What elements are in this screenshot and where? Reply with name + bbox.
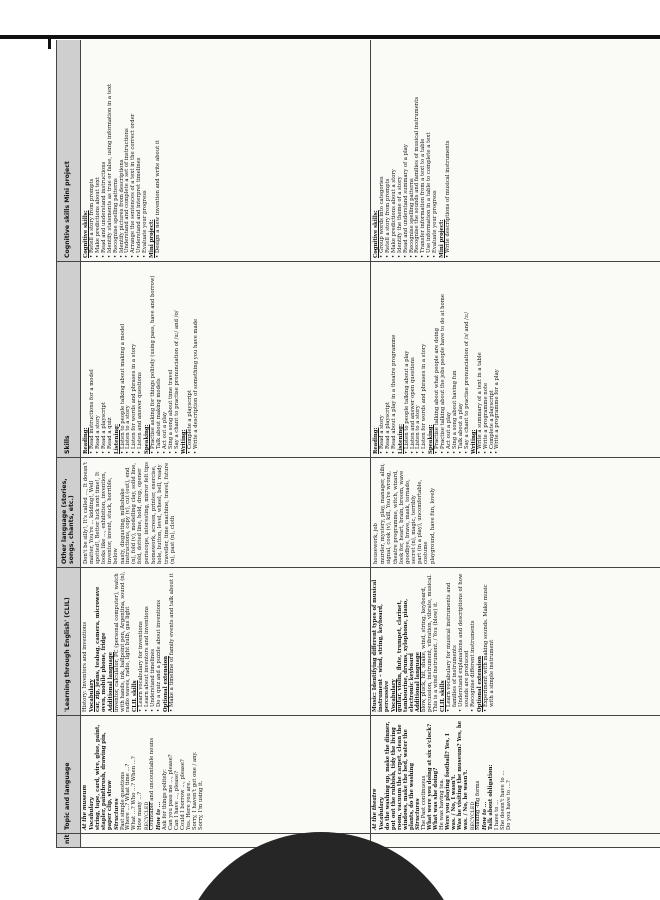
skill-item: • Practise asking for things politely (using pass, have and borrow)	[151, 265, 157, 454]
other-language-text: nasty, disgusting, milkshake instructions, copy (v), cut (out), end (n), fold (v), modelling clay, solid line, fold, dotted line, hold, drop, opener	[119, 462, 144, 564]
cognitive-item: • Read and understand summary of a play	[404, 43, 410, 258]
cognitive-item: • Identify the theme of a story	[398, 43, 404, 258]
clil-skill-item: • Do a quiz and a puzzle about inventions	[157, 571, 163, 712]
additional-language-text: inventor, calculator, PC (personal computer), watch with hands, ink, ballpoint pen, Argentina, sound (n), radio waves, radio, light bulb, gas light	[113, 571, 132, 712]
vocab-label: Vocabulary	[88, 797, 95, 830]
other-language-cell	[81, 458, 371, 568]
cognitive-item: • Retell a story from prompts	[386, 43, 392, 258]
skill-item: • Act out a play	[163, 265, 169, 454]
top-rule-stub	[48, 39, 51, 49]
vocab-text: car, zip, jeans, teabag, camera, microwave oven, mobile phone, fridge	[94, 586, 107, 712]
reading-label: Reading:	[373, 427, 379, 454]
listening-label: Listening:	[397, 424, 404, 454]
cognitive-item: • Make predictions about text	[96, 43, 102, 258]
skill-item: • Read a story	[380, 265, 386, 454]
skill-item: • Say a chant to practise pronunciation of /ɜ/ and /ɜ:/	[465, 265, 471, 454]
cognitive-item: • Understand and complete a set of instructions	[125, 43, 131, 258]
phrase-line: Sorry, I'm using it.	[197, 780, 204, 830]
mini-project-item: • Write descriptions of musical instruments	[446, 43, 452, 258]
vocab-label: Vocabulary	[88, 679, 95, 712]
vocab-label: Vocabulary	[378, 797, 385, 830]
writing-label: Writing:	[180, 429, 187, 454]
listening-label: Listening:	[113, 424, 120, 454]
phrase-line: Yes. Here you are.	[185, 780, 192, 830]
unit-cell	[371, 834, 660, 848]
cognitive-cell	[81, 40, 371, 262]
skill-item: • Practise talking about what people are doing	[435, 265, 441, 454]
reading-label: Reading:	[83, 427, 89, 454]
skill-item: • Read a story	[96, 265, 102, 454]
structures-label: Structures	[415, 798, 422, 830]
skill-item: • Read about a play in a theatre programme	[392, 265, 398, 454]
speaking-label: Speaking:	[428, 424, 435, 454]
clil-cell	[371, 568, 660, 716]
additional-language-label: Additional language	[107, 651, 114, 712]
cognitive-item: • Read and understand instructions	[102, 43, 108, 258]
cognitive-label: Cognitive skills:	[373, 210, 379, 258]
structure-line: Was he visiting the museum? Yes, he was. / No, he wasn't.	[456, 720, 469, 830]
topic-title: At the theatre	[372, 788, 378, 830]
howto-label: How to ...	[156, 801, 163, 830]
other-language-text: theatre programme, witch, wizard, look for, heart, brain, broom, wave goodbye, brave, mask, tornado, secret (n), magic, terribly	[392, 470, 417, 564]
other-language-text: playground, have fun, lovely	[430, 487, 437, 564]
optional-extension-label: Optional extension	[162, 655, 169, 712]
table-row	[371, 40, 660, 848]
skill-item: • Sing a song about having fun	[453, 265, 459, 454]
cognitive-item: • Identify pictures from descriptions	[120, 43, 126, 258]
structure-line: The Past continuous	[421, 775, 428, 830]
header-topic: Topic and language	[57, 716, 81, 834]
structure-line: Where ...? What time ...?	[125, 763, 132, 830]
skill-item: • Act out a play	[447, 265, 453, 454]
recycled-text: Countable and uncountable nouns	[149, 737, 156, 830]
skill-item: • Complete a playscript	[188, 265, 194, 454]
skill-item: • Write a summary of a text in a table	[478, 265, 484, 454]
cognitive-item: • Evaluate your progress	[433, 43, 439, 258]
skill-item: • Listen and answer questions	[138, 265, 144, 454]
phrase-line: She doesn't have to ...	[499, 770, 506, 830]
header-row	[57, 40, 81, 848]
cognitive-item: • Evaluate your progress	[143, 43, 149, 258]
cognitive-item: • Transfer information from a text to a table	[421, 43, 427, 258]
clil-skill-item: • Understand timelines	[151, 571, 157, 712]
skill-item: • Listen to a story	[126, 265, 132, 454]
cognitive-cell	[371, 40, 660, 262]
other-language-text: periscope, interesting, mirror felt tips	[144, 462, 151, 564]
scanned-syllabus-page	[56, 40, 660, 848]
recycled-text: Making -ing forms	[474, 780, 481, 830]
syllabus-table	[56, 40, 660, 848]
rotated-table-wrapper	[56, 40, 660, 848]
skill-item: • Read a playscript	[386, 265, 392, 454]
structure-line: He was having tea.	[439, 778, 446, 830]
header-unit: nit	[57, 834, 81, 848]
cognitive-item: • Use information in a table to complete a text	[427, 43, 433, 258]
clil-skill-item: • Learn vocabulary for musical instruments and families of instruments	[447, 571, 459, 712]
topic-title: At the museum	[82, 784, 88, 830]
structure-line: How many ...?	[137, 791, 144, 830]
skill-item: • Talk about making models	[157, 265, 163, 454]
vocab-text: string, tape, card, wire, glue, paint, stapler, paintbrush, drawing pin, paper clip, straw	[94, 724, 113, 830]
skill-item: • Sing a song about time travel	[169, 265, 175, 454]
cognitive-item: • Identify statements as true or false, using information in a text	[108, 43, 114, 258]
cognitive-label: Cognitive skills:	[83, 210, 89, 258]
clil-skills-label: CLIL skills	[440, 680, 447, 712]
cognitive-item: • Make predictions about a story	[392, 43, 398, 258]
other-language-text: traveller, time machine, travel, future (n), past (n), cloth	[163, 462, 176, 564]
other-language-cell	[371, 458, 660, 568]
skill-item: • Talk about a play	[459, 265, 465, 454]
mini-project-item: • Design a new invention and write about it	[156, 43, 162, 258]
howto-text: Ask for things politely:	[162, 769, 169, 830]
optional-extension-text: • Make a timeline of family events and talk about it	[170, 571, 176, 712]
other-language-text: Don't be silly!, It's called ..., It doesn't matter, You're ... kidding!, Well spotted!, Better luck next time!, It looks like ..., exhibition, invention, inventor, invent, stuck, horrible, below	[83, 461, 119, 564]
structure-line: What were you doing at six o'clock? What was she doing?	[427, 723, 440, 830]
skill-item: • Write a programme for a play	[495, 265, 501, 454]
additional-language-text: blow, pluck, hit, shake, wind, string, keyboard, percussion, instrument, vibration, vibrate, musical. This is a wind instrument. / You (blow) it.	[421, 574, 440, 712]
writing-label: Writing:	[470, 429, 477, 454]
clil-cell	[81, 568, 371, 716]
topic-cell	[371, 716, 660, 834]
clil-skill-item: • Recognise different instruments	[471, 571, 477, 712]
structures-label: Structures	[113, 798, 120, 830]
howto-text: Talk about obligation:	[487, 764, 494, 830]
phrase-line: I have to ...	[493, 799, 500, 830]
skill-item: • Read a quiz	[108, 265, 114, 454]
cognitive-item: • Recognise spelling patterns	[410, 43, 416, 258]
skill-item: • Listen for words and phrases in a story	[132, 265, 138, 454]
skill-item: • Listen to people talking about making a model	[121, 265, 127, 454]
skills-cell	[81, 262, 371, 458]
vocab-label: Vocabulary	[390, 679, 397, 712]
top-border	[0, 0, 660, 44]
header-other-language: Other language (stories, songs, chants, etc.)	[57, 458, 81, 568]
other-language-text: homework, screen, printer, exercise, hole, button, level, wheel, bell, ready	[151, 464, 164, 564]
skill-item: • Write a description of something you have made	[194, 265, 200, 454]
structure-line: What ...? Who ...? When ...?	[131, 756, 138, 830]
skill-item: • Read instructions for a model	[90, 265, 96, 454]
mini-project-label: Mini project:	[439, 219, 446, 258]
skill-item: • Read a playscript	[102, 265, 108, 454]
optional-extension-label: Optional extension	[476, 655, 483, 712]
skill-item: • Say a chant to practise pronunciation of /u:/ and /ʊ/	[175, 265, 181, 454]
skill-item: • Listen and answer open questions	[411, 265, 417, 454]
vocab-text: do the washing up, make the dinner, put out the rubbish, tidy the living room, vacuum the carpet, clean the windows, make the bed, water the plants, do the washing	[384, 721, 415, 830]
skill-item: • Practise talking about the jobs people have to do at home	[441, 265, 447, 454]
recycled-label: RECYCLED	[145, 801, 151, 830]
cognitive-item: • Group words into categories	[380, 43, 386, 258]
header-cognitive: Cognitive skills Mini project	[57, 40, 81, 262]
other-language-text: housework, job	[373, 523, 379, 564]
other-language-text: murder, mystery, play, manager, alibi, signal, cook (v), kill, You're wrong,	[379, 463, 392, 564]
mini-project-label: Mini project:	[149, 219, 156, 258]
clil-skill-item: • Understand explanations and descriptions of how sounds are produced	[459, 571, 471, 712]
cognitive-item: • Understand and interpret timelines	[137, 43, 143, 258]
speaking-label: Speaking:	[144, 424, 151, 454]
clil-skill-item: • Learn about inventors and inventions	[145, 571, 151, 712]
additional-language-label: Additional language	[415, 651, 422, 712]
skills-cell	[371, 262, 660, 458]
cognitive-item: • Arrange the sentences of a text in the correct order	[131, 43, 137, 258]
skill-item: • Listen to people talking about a play	[405, 265, 411, 454]
phrase-line: Sorry, I haven't got one / any.	[191, 751, 198, 830]
table-row	[81, 40, 371, 848]
phrase-line: Can I have ..., please?	[174, 771, 181, 830]
clil-skills-label: CLIL skills	[132, 680, 139, 712]
skill-item: • Listen to a story	[416, 265, 422, 454]
howto-label: How to ...	[481, 801, 488, 830]
clil-skill-item: • Learn vocabulary for inventions	[139, 571, 145, 712]
vocab-text: guitar, violin, flute, trumpet, clarinet, tambourine, drums, xylophone, piano, electronic keyboard	[396, 598, 415, 712]
structure-line: Past simple questions	[119, 771, 126, 830]
skill-item: • Complete a playscript	[490, 265, 496, 454]
header-clil: 'Learning through English' (CLIL)	[57, 568, 81, 716]
recycled-label: RECYCLED	[470, 801, 476, 830]
clil-intro: History: Inventors and inventions	[82, 621, 88, 712]
cognitive-item: • Retell a story from prompts	[90, 43, 96, 258]
header-skills: Skills	[57, 262, 81, 458]
cognitive-item: • Recognise spelling patterns	[114, 43, 120, 258]
phrase-line: Could I borrow ..., please?	[179, 759, 186, 830]
top-rule	[0, 35, 660, 39]
phrase-line: Do you have to ...?	[505, 780, 512, 830]
structure-line: Were you playing football? Yes, I was. / No, I wasn't.	[445, 733, 457, 830]
skill-item: • Write a programme note	[484, 265, 490, 454]
cognitive-item: • Recognise the sounds and families of musical instruments	[415, 43, 421, 258]
topic-cell	[81, 716, 371, 834]
clil-intro: Music: Identifying different types of musical instrument – wind, string, keyboard, percussive	[372, 579, 390, 712]
other-language-text: part (in a play), uncomfortable, costume	[417, 479, 430, 564]
phrase-line: Can you pass me ..., please?	[168, 754, 175, 830]
skill-item: • Listen for words and phrases in a story	[422, 265, 428, 454]
optional-extension-text: • Experiment with making sounds. Make music with a simple instrument	[484, 571, 496, 712]
